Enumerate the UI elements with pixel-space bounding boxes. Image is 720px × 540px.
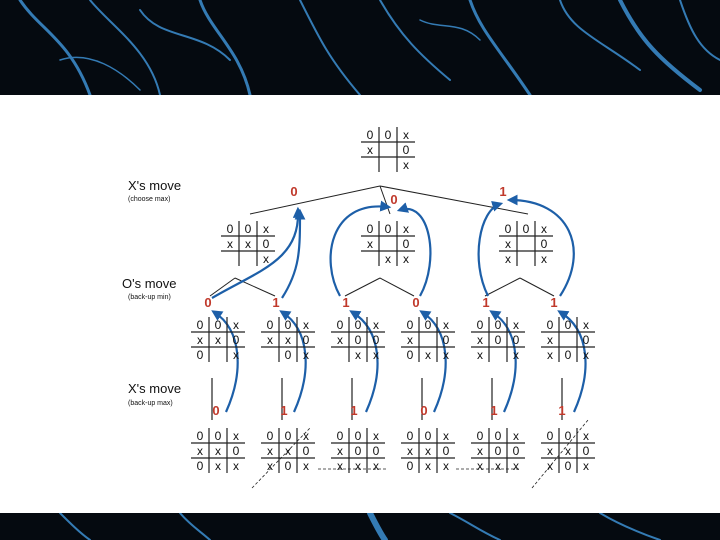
edge-level1-level2 [345, 278, 380, 296]
board-cell-mark: 0 [512, 444, 520, 458]
board-cell-mark: x [403, 222, 409, 236]
board-cell-mark: x [547, 348, 553, 362]
root-board [361, 127, 415, 172]
board-cell-mark: 0 [384, 222, 392, 236]
board-cell-mark: x [425, 444, 431, 458]
o-move-sublabel: (back-up min) [128, 294, 171, 301]
board-cell-mark: x [425, 459, 431, 473]
board-cell-mark: 0 [372, 333, 380, 347]
board-cell-mark: 0 [284, 348, 292, 362]
board-cell-mark: 0 [406, 459, 414, 473]
board-cell-mark: x [505, 237, 511, 251]
board-cell-mark: 0 [494, 429, 502, 443]
board-cell-mark: x [513, 348, 519, 362]
board-cell-mark: 0 [494, 318, 502, 332]
board-cell-mark: x [547, 333, 553, 347]
boards [191, 127, 595, 473]
board-cell-mark: 0 [366, 222, 374, 236]
board-cell-mark: 0 [214, 318, 222, 332]
board-cell-mark: 0 [402, 143, 410, 157]
board-cell-mark: 0 [564, 429, 572, 443]
board-cell-mark: x [233, 459, 239, 473]
board-cell-mark: x [355, 459, 361, 473]
board-cell-mark: 0 [366, 128, 374, 142]
board-cell-mark: x [403, 128, 409, 142]
board-cell-mark: 0 [522, 222, 530, 236]
board-cell-mark: x [303, 459, 309, 473]
board-cell-mark: 0 [546, 429, 554, 443]
level2-board-3 [331, 317, 385, 362]
board-cell-mark: x [337, 459, 343, 473]
level2-board-1 [191, 317, 245, 362]
board-cell-mark: 0 [424, 429, 432, 443]
board-cell-mark: 0 [266, 429, 274, 443]
board-cell-mark: x [267, 459, 273, 473]
board-cell-mark: x [227, 237, 233, 251]
board-cell-mark: x [215, 459, 221, 473]
board-cell-mark: x [197, 444, 203, 458]
board-cell-mark: 0 [406, 318, 414, 332]
board-cell-mark: x [373, 429, 379, 443]
board-cell-mark: x [541, 252, 547, 266]
board-cell-mark: x [233, 318, 239, 332]
board-cell-mark: x [285, 333, 291, 347]
board-cell-mark: 0 [232, 333, 240, 347]
board-cell-mark: x [565, 444, 571, 458]
board-cell-mark: 0 [336, 318, 344, 332]
board-cell-mark: x [583, 459, 589, 473]
board-cell-mark: 0 [354, 318, 362, 332]
minimax-values [204, 184, 565, 418]
board-cell-mark: x [373, 318, 379, 332]
board-cell-mark: x [403, 252, 409, 266]
board-cell-mark: x [263, 252, 269, 266]
board-cell-mark: 0 [564, 318, 572, 332]
board-cell-mark: 0 [494, 444, 502, 458]
edge-level1-level2 [485, 278, 520, 296]
board-cell-mark: x [407, 333, 413, 347]
level2-value-4: 0 [412, 295, 420, 310]
board-cell-mark: x [547, 444, 553, 458]
board-cell-mark: 0 [476, 318, 484, 332]
level1-value-3: 1 [499, 184, 507, 199]
level1-value-2: 0 [390, 192, 398, 207]
board-cell-mark: 0 [302, 444, 310, 458]
board-cell-mark: x [303, 318, 309, 332]
x-move-label-2: X's move [128, 381, 182, 396]
level2-board-4 [401, 317, 455, 362]
edge-level1-level2 [520, 278, 554, 296]
board-cell-mark: x [495, 459, 501, 473]
board-cell-mark: 0 [406, 348, 414, 362]
edge-level1-level2 [235, 278, 275, 296]
board-cell-mark: x [477, 348, 483, 362]
edge-level1-level2 [380, 278, 414, 296]
board-cell-mark: x [443, 429, 449, 443]
level-labels [122, 178, 181, 407]
level2-board-6 [541, 317, 595, 362]
board-cell-mark: 0 [384, 128, 392, 142]
board-cell-mark: 0 [476, 429, 484, 443]
board-cell-mark: x [233, 348, 239, 362]
board-cell-mark: 0 [196, 459, 204, 473]
board-cell-mark: x [197, 333, 203, 347]
board-cell-mark: x [513, 459, 519, 473]
board-cell-mark: x [215, 333, 221, 347]
board-cell-mark: x [263, 222, 269, 236]
edge-root-level1 [380, 186, 390, 214]
level3-value-6: 1 [558, 403, 566, 418]
board-cell-mark: 0 [402, 237, 410, 251]
board-cell-mark: 0 [546, 318, 554, 332]
x-move-sublabel-2: (back-up max) [128, 400, 173, 407]
board-cell-mark: 0 [196, 348, 204, 362]
board-cell-mark: x [373, 348, 379, 362]
board-cell-mark: 0 [262, 237, 270, 251]
board-cell-mark: x [425, 348, 431, 362]
board-cell-mark: x [233, 429, 239, 443]
board-cell-mark: 0 [494, 333, 502, 347]
board-cell-mark: 0 [196, 429, 204, 443]
board-cell-mark: 0 [504, 222, 512, 236]
board-cell-mark: x [477, 333, 483, 347]
board-cell-mark: x [267, 444, 273, 458]
level3-value-2: 1 [280, 403, 288, 418]
level3-value-5: 1 [490, 403, 498, 418]
board-cell-mark: 0 [512, 333, 520, 347]
board-cell-mark: 0 [406, 429, 414, 443]
board-cell-mark: x [583, 429, 589, 443]
level2-value-5: 1 [482, 295, 490, 310]
board-cell-mark: x [373, 459, 379, 473]
board-cell-mark: x [337, 333, 343, 347]
board-cell-mark: x [303, 348, 309, 362]
level1-board-3 [499, 221, 553, 266]
x-move-sublabel-1: (choose max) [128, 196, 171, 203]
board-cell-mark: 0 [226, 222, 234, 236]
level1-board-1 [221, 221, 275, 266]
board-cell-mark: x [367, 237, 373, 251]
board-cell-mark: 0 [244, 222, 252, 236]
board-cell-mark: x [285, 444, 291, 458]
board-cell-mark: 0 [354, 444, 362, 458]
board-cell-mark: x [583, 348, 589, 362]
board-cell-mark: 0 [284, 429, 292, 443]
winning-line [532, 420, 588, 488]
board-cell-mark: 0 [540, 237, 548, 251]
board-cell-mark: 0 [372, 444, 380, 458]
board-cell-mark: x [267, 333, 273, 347]
board-cell-mark: 0 [232, 444, 240, 458]
level3-value-3: 1 [350, 403, 358, 418]
board-cell-mark: x [583, 318, 589, 332]
board-cell-mark: x [403, 158, 409, 172]
board-cell-mark: x [505, 252, 511, 266]
board-cell-mark: x [407, 444, 413, 458]
board-cell-mark: 0 [564, 459, 572, 473]
board-cell-mark: x [547, 459, 553, 473]
level3-board-1 [191, 428, 245, 473]
x-move-label-1: X's move [128, 178, 182, 193]
board-cell-mark: x [477, 444, 483, 458]
board-cell-mark: x [215, 444, 221, 458]
board-cell-mark: 0 [266, 318, 274, 332]
board-cell-mark: 0 [354, 333, 362, 347]
board-cell-mark: 0 [424, 318, 432, 332]
board-cell-mark: x [513, 318, 519, 332]
level3-board-3 [331, 428, 385, 473]
board-cell-mark: x [513, 429, 519, 443]
level3-board-5 [471, 428, 525, 473]
board-cell-mark: x [385, 252, 391, 266]
backup-arrow-l2-5 [479, 204, 500, 296]
level2-value-6: 1 [550, 295, 558, 310]
board-cell-mark: x [443, 348, 449, 362]
board-cell-mark: x [443, 459, 449, 473]
board-cell-mark: 0 [442, 333, 450, 347]
board-cell-mark: 0 [582, 444, 590, 458]
level1-value-1: 0 [290, 184, 298, 199]
board-cell-mark: 0 [284, 318, 292, 332]
board-cell-mark: x [355, 348, 361, 362]
o-move-label: O's move [122, 276, 177, 291]
board-cell-mark: 0 [336, 429, 344, 443]
board-cell-mark: 0 [582, 333, 590, 347]
level1-board-2 [361, 221, 415, 266]
board-cell-mark: 0 [196, 318, 204, 332]
board-cell-mark: x [367, 143, 373, 157]
level2-value-1: 0 [204, 295, 212, 310]
level2-board-5 [471, 317, 525, 362]
board-cell-mark: x [477, 459, 483, 473]
level3-value-1: 0 [212, 403, 220, 418]
board-cell-mark: x [541, 222, 547, 236]
board-cell-mark: 0 [564, 348, 572, 362]
level3-value-4: 0 [420, 403, 428, 418]
board-cell-mark: 0 [354, 429, 362, 443]
board-cell-mark: x [443, 318, 449, 332]
board-cell-mark: 0 [214, 429, 222, 443]
board-cell-mark: x [337, 444, 343, 458]
board-cell-mark: 0 [284, 459, 292, 473]
level3-board-2 [261, 428, 315, 473]
level2-value-3: 1 [342, 295, 350, 310]
level2-board-2 [261, 317, 315, 362]
board-cell-mark: 0 [442, 444, 450, 458]
board-cell-mark: x [245, 237, 251, 251]
level3-board-4 [401, 428, 455, 473]
board-cell-mark: 0 [302, 333, 310, 347]
level2-value-2: 1 [272, 295, 280, 310]
level3-board-6 [541, 428, 595, 473]
board-cell-mark: x [303, 429, 309, 443]
